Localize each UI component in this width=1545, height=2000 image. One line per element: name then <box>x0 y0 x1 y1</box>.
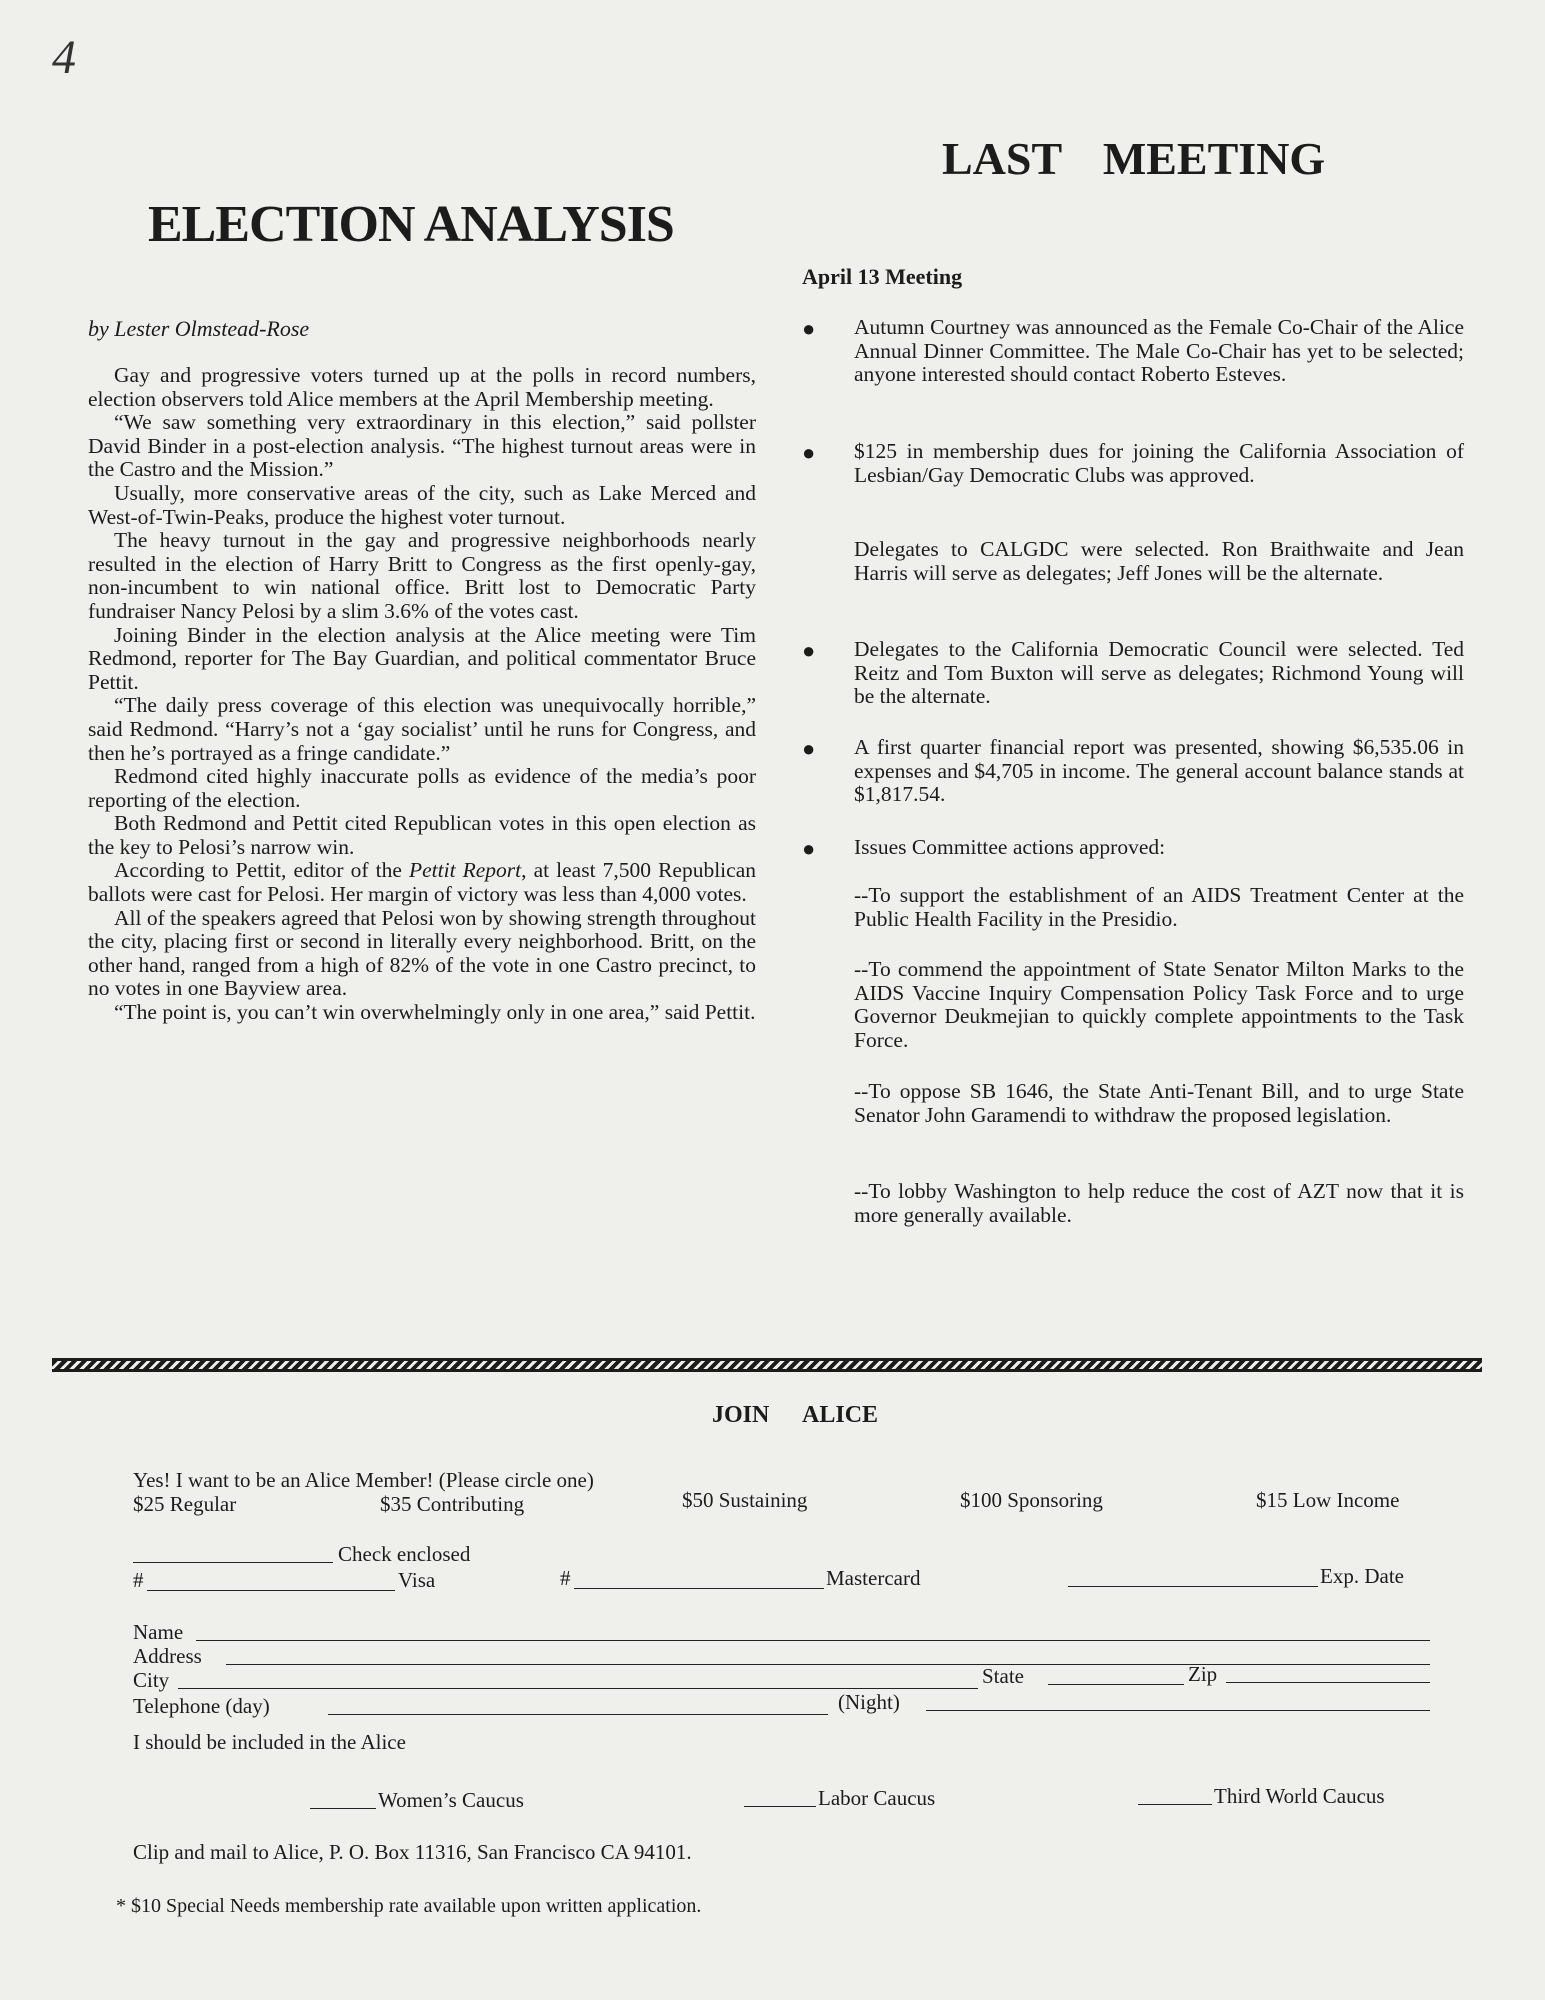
mail-to-address: Clip and mail to Alice, P. O. Box 11316, San Francisco CA 94101. <box>133 1840 692 1864</box>
bullet-icon: ● <box>802 638 816 663</box>
telephone-night-field[interactable] <box>926 1710 1430 1711</box>
committee-action: --To oppose SB 1646, the State Anti-Tenant Bill, and to urge State Senator John Garamendi to withdraw the proposed legislation. <box>854 1079 1464 1127</box>
article-paragraph: “We saw something very extraordinary in this election,” said pollster David Binder in a post-election analysis. “The highest turnout areas were in the Castro and the Mission.” <box>88 410 756 482</box>
meeting-item <box>802 316 1464 387</box>
name-field[interactable] <box>196 1640 1430 1641</box>
include-text: I should be included in the Alice <box>133 1730 406 1754</box>
meeting-item-text: Autumn Courtney was announced as the Female Co-Chair of the Alice Annual Dinner Committee. The Male Co-Chair has yet to be selected; anyone interested should contact Roberto Esteves. <box>854 315 1464 387</box>
option-low-income[interactable]: $15 Low Income <box>1256 1488 1400 1512</box>
meeting-subhead: April 13 Meeting <box>802 264 963 289</box>
check-enclosed-field[interactable] <box>133 1562 333 1563</box>
pettit-post: , at least 7,500 Republican ballots were cast for Pelosi. Her margin of victory was less than 4,000 votes. <box>88 858 756 907</box>
meeting-item <box>802 440 1464 487</box>
article-paragraph: Gay and progressive voters turned up at the polls in record numbers, election observers told Alice members at the April Membership meeting. <box>88 363 756 411</box>
telephone-night-label: (Night) <box>838 1690 900 1714</box>
meeting-item-text: Issues Committee actions approved: <box>854 835 1166 859</box>
bullet-icon: ● <box>802 836 816 861</box>
visa-number-field[interactable] <box>147 1590 395 1591</box>
committee-action: --To support the establishment of an AIDS Treatment Center at the Public Health Facility in the Presidio. <box>854 883 1464 931</box>
form-intro: Yes! I want to be an Alice Member! (Please circle one) <box>133 1468 594 1492</box>
pettit-pre: According to Pettit, editor of the <box>114 858 409 883</box>
article-paragraph: “The daily press coverage of this election was unequivocally horrible,” said Redmond. “Harry’s not a ‘gay socialist’ until he runs for Congress, and then he’s portrayed as a fringe candidate.” <box>88 693 756 765</box>
meeting-item <box>802 736 1464 807</box>
meeting-item-text: Delegates to the California Democratic Council were selected. Ted Reitz and Tom Buxton will serve as delegates; Richmond Young will be the alternate. <box>854 637 1464 709</box>
section-divider <box>52 1358 1482 1372</box>
mastercard-hash: # <box>560 1566 571 1590</box>
article-paragraph: All of the speakers agreed that Pelosi won by showing strength throughout the city, placing first or second in literally every neighborhood. Britt, on the other hand, ranged from a high of 82% of the vote in one Castro precinct, to no votes in one Bayview area. <box>88 905 756 1001</box>
committee-action: --To lobby Washington to help reduce the cost of AZT now that it is more generally available. <box>854 1179 1464 1227</box>
election-analysis-article <box>88 364 756 1025</box>
special-needs-note: * $10 Special Needs membership rate available upon written application. <box>116 1895 702 1917</box>
exp-date-label: Exp. Date <box>1320 1564 1404 1588</box>
option-contributing[interactable]: $35 Contributing <box>380 1492 525 1516</box>
last-meeting-title: LAST MEETING <box>942 133 1326 184</box>
article-paragraph: “The point is, you can’t win overwhelmingly only in one area,” said Pettit. <box>114 1000 756 1025</box>
visa-hash: # <box>133 1568 144 1592</box>
labor-caucus-field[interactable] <box>744 1806 816 1807</box>
womens-caucus-label: Women’s Caucus <box>378 1788 524 1812</box>
city-label: City <box>133 1668 170 1692</box>
option-regular[interactable]: $25 Regular <box>133 1492 237 1516</box>
telephone-day-field[interactable] <box>328 1714 828 1715</box>
meeting-item-text: A first quarter financial report was presented, showing $6,535.06 in expenses and $4,705 in income. The general account balance stands at $1,817.54. <box>854 735 1464 807</box>
third-world-caucus-label: Third World Caucus <box>1214 1784 1385 1808</box>
mastercard-label: Mastercard <box>826 1566 921 1590</box>
mastercard-number-field[interactable] <box>574 1588 824 1589</box>
third-world-caucus-field[interactable] <box>1138 1804 1212 1805</box>
election-analysis-title: ELECTION ANALYSIS <box>148 196 674 253</box>
committee-action: --To commend the appointment of State Senator Milton Marks to the AIDS Vaccine Inquiry Compensation Policy Task Force and to urge Governor Deukmejian to quickly complete appointments to the Task Force. <box>854 957 1464 1052</box>
exp-date-field[interactable] <box>1068 1586 1318 1587</box>
article-paragraph: Redmond cited highly inaccurate polls as evidence of the media’s poor reporting of the election. <box>88 764 756 812</box>
article-paragraph <box>88 859 756 906</box>
option-sponsoring[interactable]: $100 Sponsoring <box>960 1488 1103 1512</box>
option-sustaining[interactable]: $50 Sustaining <box>682 1488 808 1512</box>
article-paragraph: Usually, more conservative areas of the city, such as Lake Merced and West-of-Twin-Peaks, produce the highest voter turnout. <box>88 480 756 529</box>
womens-caucus-field[interactable] <box>310 1808 376 1809</box>
pettit-report-title: Pettit Report <box>408 858 522 883</box>
check-enclosed-label: Check enclosed <box>338 1542 471 1566</box>
join-alice-title: JOIN ALICE <box>712 1402 879 1428</box>
byline: by Lester Olmstead-Rose <box>88 316 310 341</box>
meeting-item <box>802 638 1464 709</box>
page-number: 4 <box>52 31 76 84</box>
meeting-item-text: $125 in membership dues for joining the California Association of Lesbian/Gay Democratic Clubs was approved. <box>854 439 1464 487</box>
article-paragraph: Joining Binder in the election analysis at the Alice meeting were Tim Redmond, reporter for The Bay Guardian, and political commentator Bruce Pettit. <box>88 622 756 694</box>
bullet-icon: ● <box>802 736 816 761</box>
telephone-day-label: Telephone (day) <box>133 1694 270 1718</box>
bullet-icon: ● <box>802 440 816 465</box>
labor-caucus-label: Labor Caucus <box>818 1786 936 1810</box>
state-field[interactable] <box>1048 1684 1184 1685</box>
address-label: Address <box>133 1644 202 1668</box>
article-paragraph: The heavy turnout in the gay and progressive neighborhoods nearly resulted in the election of Harry Britt to Congress as the first openly-gay, non-incumbent to win national office. Britt lost to Democratic Party fundraiser Nancy Pelosi by a slim 3.6% of the votes cast. <box>88 528 756 623</box>
visa-label: Visa <box>398 1568 436 1592</box>
state-label: State <box>982 1664 1024 1688</box>
name-label: Name <box>133 1620 184 1644</box>
meeting-item <box>802 836 1464 860</box>
zip-field[interactable] <box>1226 1682 1430 1683</box>
city-field[interactable] <box>178 1688 978 1689</box>
bullet-icon: ● <box>802 316 816 341</box>
calgdc-note: Delegates to CALGDC were selected. Ron Braithwaite and Jean Harris will serve as delegates; Jeff Jones will be the alternate. <box>854 537 1464 585</box>
address-field[interactable] <box>226 1664 1430 1665</box>
zip-label: Zip <box>1188 1662 1218 1686</box>
article-paragraph: Both Redmond and Pettit cited Republican votes in this open election as the key to Pelosi’s narrow win. <box>88 811 756 859</box>
